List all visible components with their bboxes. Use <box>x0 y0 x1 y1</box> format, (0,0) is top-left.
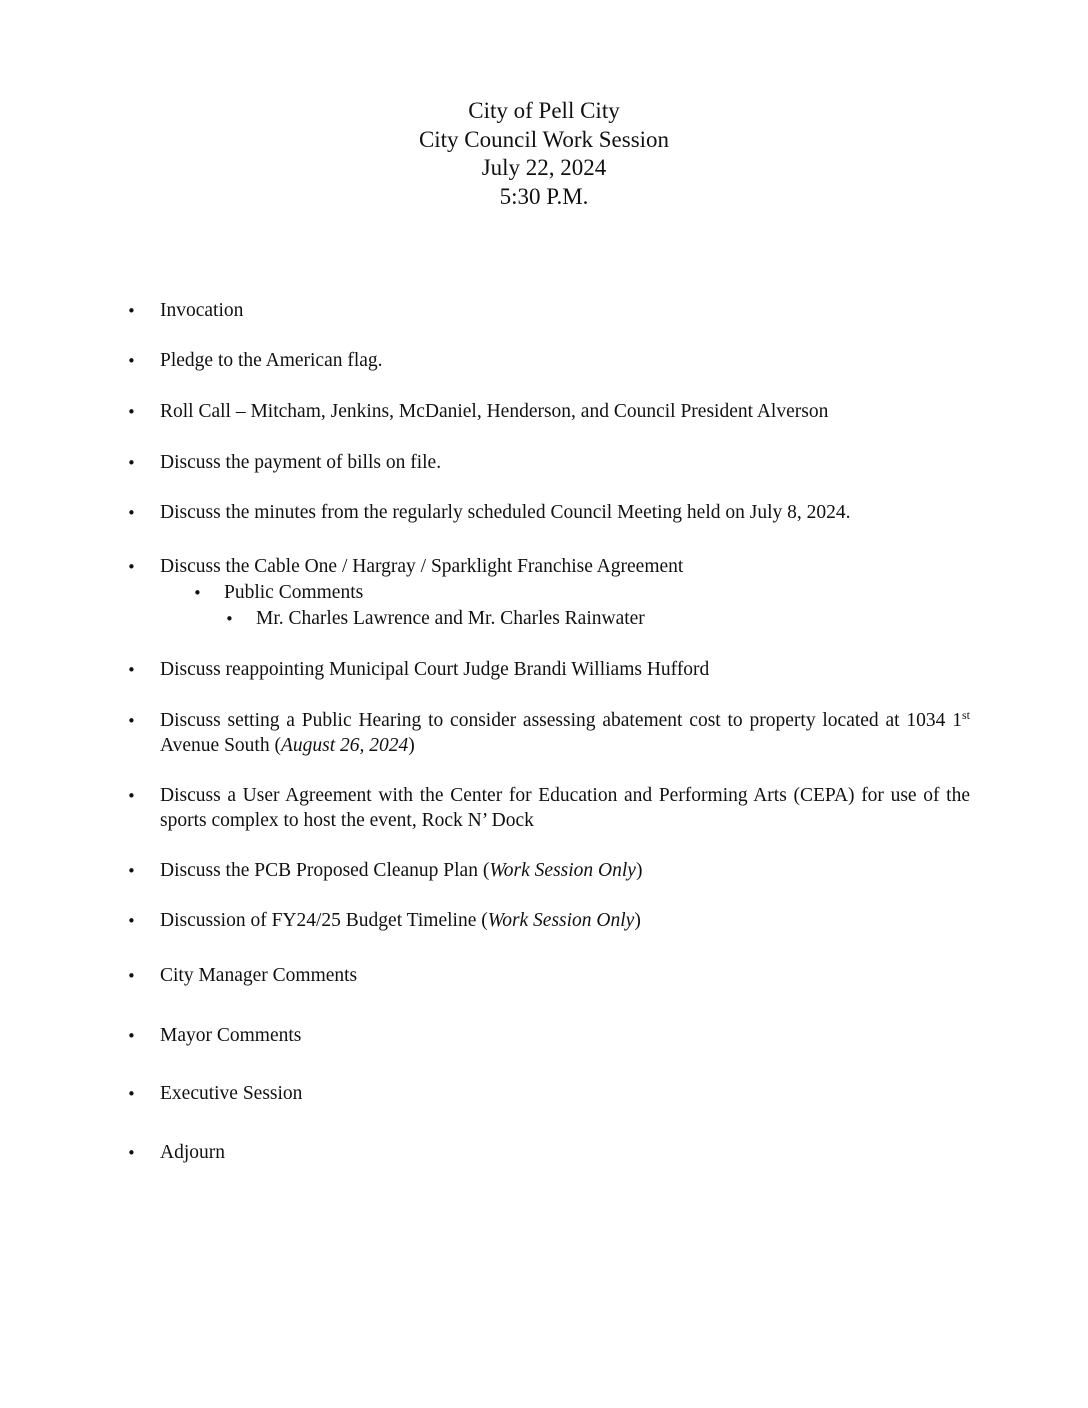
hearing-text: Discuss setting a Public Hearing to consider assessing abatement cost to property located at 1034 1 <box>160 710 962 731</box>
hearing-date: August 26, 2024 <box>280 734 409 756</box>
agenda-item-cable-franchise: • Discuss the Cable One / Hargray / Sparklight Franchise Agreement <box>160 555 970 580</box>
pcb-text: Discuss the PCB Proposed Cleanup Plan ( <box>160 860 490 881</box>
agenda-item-judge: • Discuss reappointing Municipal Court Judge Brandi Williams Hufford <box>160 658 970 683</box>
meeting-title: City Council Work Session <box>418 126 670 152</box>
agenda-subitem-commenters: • Mr. Charles Lawrence and Mr. Charles Rainwater <box>256 607 956 632</box>
budget-note: Work Session Only <box>487 910 635 931</box>
budget-text-end: ) <box>634 910 641 931</box>
pcb-note: Work Session Only <box>489 860 636 881</box>
agenda-item-user-agreement: • Discuss a User Agreement with the Center for Education and Performing Arts (CEPA) for use of the sports complex to host the event, Rock N’ Dock <box>160 784 970 833</box>
agenda-item-adjourn: • Adjourn <box>160 1141 970 1166</box>
hearing-text-end: ) <box>408 734 415 756</box>
ordinal-suffix: st <box>961 708 970 722</box>
agenda-item-city-manager: • City Manager Comments <box>160 964 970 989</box>
city-name: City of Pell City <box>468 98 620 123</box>
budget-text: Discussion of FY24/25 Budget Timeline ( <box>160 910 488 931</box>
hearing-text-cont: Avenue South ( <box>160 734 281 756</box>
pcb-text-end: ) <box>635 860 643 881</box>
agenda-item-mayor: • Mayor Comments <box>160 1024 970 1049</box>
agenda-item-pcb-cleanup <box>160 859 970 884</box>
agenda-subitem-public-comments: • Public Comments <box>224 581 924 606</box>
agenda-item-roll-call: • Roll Call – Mitcham, Jenkins, McDaniel, Henderson, and Council President Alverson <box>160 400 970 425</box>
agenda-item-public-hearing <box>160 709 970 758</box>
agenda-item-pledge: • Pledge to the American flag. <box>160 349 970 374</box>
agenda-item-invocation: • Invocation <box>160 299 970 324</box>
agenda-item-bills: • Discuss the payment of bills on file. <box>160 451 970 476</box>
meeting-time: 5:30 P.M. <box>499 183 589 209</box>
meeting-date: July 22, 2024 <box>481 155 607 180</box>
agenda-item-executive-session: • Executive Session <box>160 1082 970 1107</box>
agenda-item-budget-timeline <box>160 909 970 934</box>
agenda-item-minutes: • Discuss the minutes from the regularly scheduled Council Meeting held on July 8, 2024. <box>160 501 970 526</box>
